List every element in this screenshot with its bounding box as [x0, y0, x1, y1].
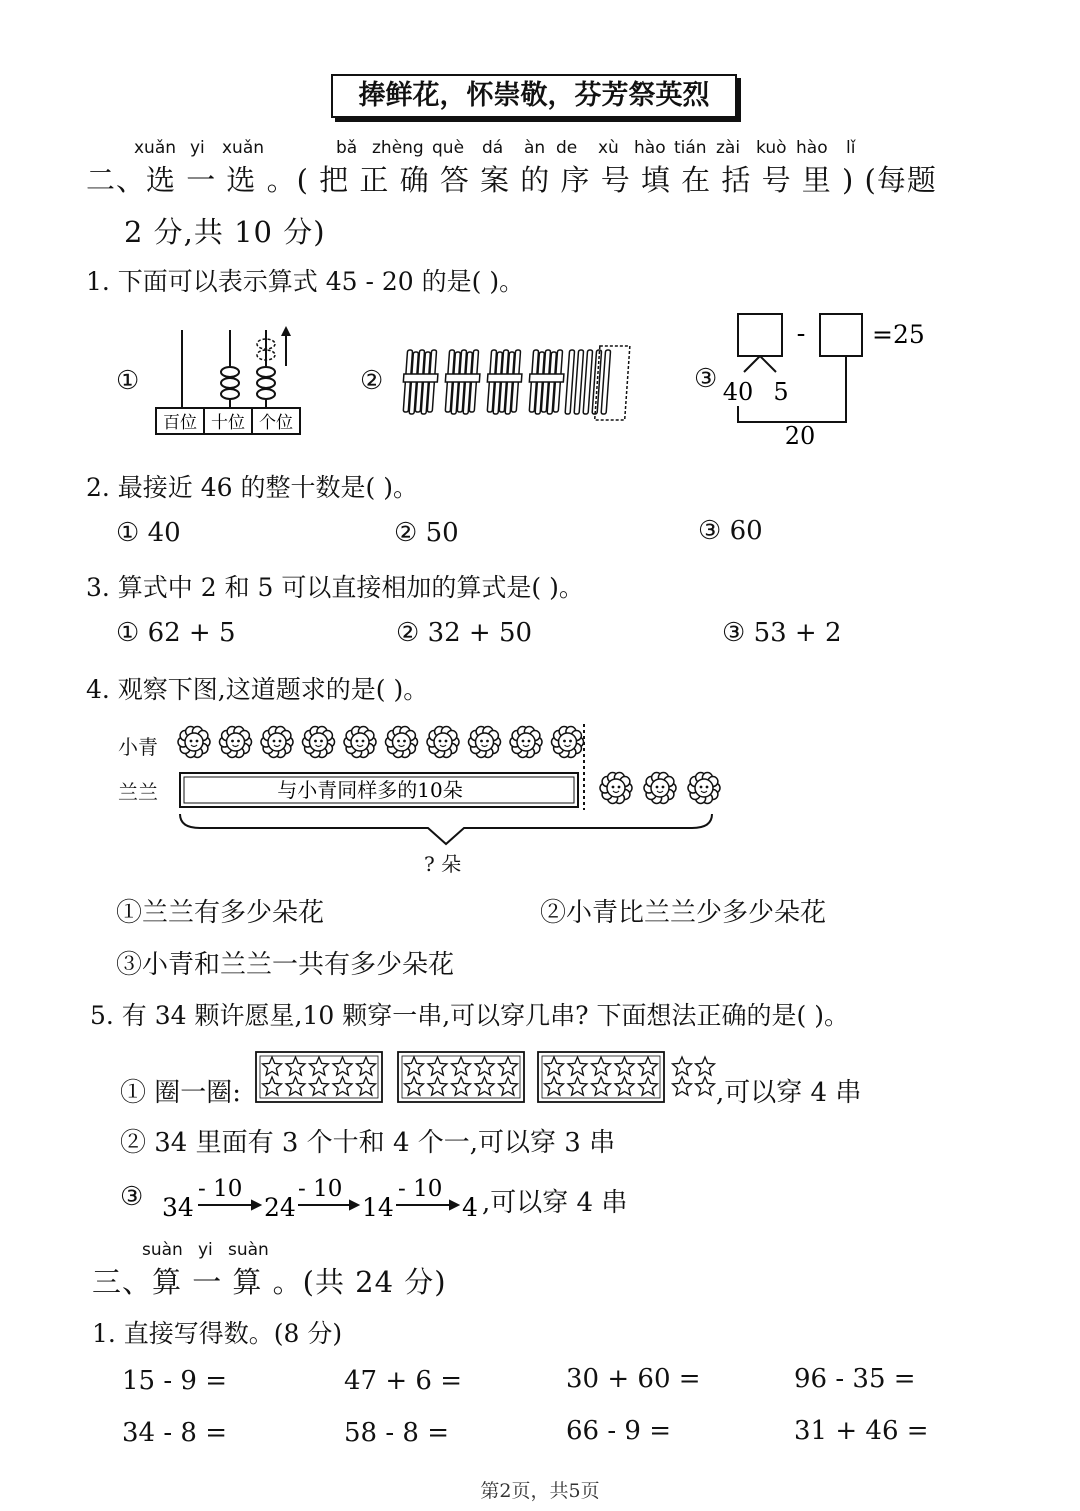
star: [568, 1057, 587, 1075]
pinyin-syllable: kuò: [756, 138, 787, 158]
flower: [644, 773, 676, 804]
star: [263, 1057, 282, 1075]
flower: [600, 773, 632, 804]
star: [615, 1077, 634, 1095]
flower: [688, 773, 720, 804]
pinyin-syllable: hào: [796, 138, 828, 158]
stick-bundle: [529, 350, 564, 414]
abacus-figure: [150, 326, 310, 438]
single-stick: [583, 350, 592, 414]
q3-option-3: ③ 53 + 2: [722, 618, 842, 648]
q4-flower-diagram: [170, 724, 730, 864]
pinyin-syllable: bǎ: [336, 138, 358, 158]
calc-item: 47 + 6 =: [344, 1366, 462, 1396]
abacus-label-tens: 十位: [211, 413, 245, 433]
star: [545, 1077, 564, 1095]
pinyin-syllable: xù: [598, 138, 619, 158]
flower: [178, 727, 210, 758]
pinyin-syllable: xuǎn: [222, 138, 265, 158]
q5-option-2: ② 34 里面有 3 个十和 4 个一,可以穿 3 串: [120, 1128, 616, 1158]
calc-item: 58 - 8 =: [344, 1418, 449, 1448]
sticks-bundle-figure: [404, 344, 644, 420]
star: [499, 1077, 518, 1095]
flower: [344, 727, 376, 758]
q2-text: 2. 最接近 46 的整十数是( )。: [86, 473, 418, 502]
star: [673, 1057, 692, 1075]
q5-subtraction-chain: [160, 1172, 500, 1228]
star: [428, 1057, 447, 1075]
q5-star-groups: [254, 1050, 724, 1106]
calc-item: 96 - 35 =: [794, 1364, 916, 1394]
flower: [220, 727, 252, 758]
flower: [427, 727, 459, 758]
q2-option-1: ① 40: [116, 518, 181, 548]
q3-option-2: ② 32 + 50: [396, 618, 533, 648]
star: [333, 1077, 352, 1095]
stick-bundle: [487, 350, 522, 414]
flower: [386, 727, 418, 758]
q2-option-3: ③ 60: [698, 516, 763, 546]
star: [568, 1077, 587, 1095]
stick-bundle: [445, 350, 480, 414]
section2-title: 二、选 一 选 。( 把 正 确 答 案 的 序 号 填 在 括 号 里 ) (每题: [86, 163, 937, 197]
chain-arrow-label-3: - 10: [398, 1176, 443, 1202]
pinyin-syllable: tián: [674, 138, 707, 158]
pinyin-syllable: àn: [524, 138, 546, 158]
abacus-label-ones: 个位: [259, 413, 293, 433]
star: [592, 1057, 611, 1075]
q2-option-2: ② 50: [394, 518, 459, 548]
star: [696, 1057, 715, 1075]
diagram-bottom: 20: [784, 422, 816, 450]
q3-text: 3. 算式中 2 和 5 可以直接相加的算式是( )。: [86, 573, 584, 602]
calc-item: 66 - 9 =: [566, 1416, 671, 1446]
single-stick: [601, 350, 610, 414]
flower: [261, 727, 293, 758]
pinyin-syllable: yi: [198, 1240, 213, 1260]
star: [428, 1077, 447, 1095]
calc-item: 15 - 9 =: [122, 1366, 227, 1396]
diagram-result: =25: [872, 320, 925, 349]
star: [263, 1077, 282, 1095]
q4-option-3: ③小青和兰兰一共有多少朵花: [116, 950, 455, 980]
banner-title: 捧鲜花，怀崇敬，芬芳祭英烈: [331, 74, 737, 118]
star: [673, 1077, 692, 1095]
calc-heading: 1. 直接写得数。(8 分): [92, 1319, 343, 1348]
chain-arrow-label-2: - 10: [298, 1176, 343, 1202]
q1-opt2-num: ②: [360, 366, 384, 396]
pinyin-syllable: yi: [190, 138, 205, 158]
star: [452, 1057, 471, 1075]
q5-opt1-prefix: ① 圈一圈:: [120, 1078, 242, 1108]
chain-value-3: 14: [362, 1193, 394, 1222]
diagram-minus: -: [796, 319, 806, 349]
single-stick: [574, 350, 583, 414]
single-stick: [565, 350, 574, 414]
star: [405, 1077, 424, 1095]
pinyin-syllable: suàn: [228, 1240, 269, 1260]
pinyin-syllable: què: [432, 138, 465, 158]
star: [696, 1077, 715, 1095]
star: [333, 1057, 352, 1075]
star: [452, 1077, 471, 1095]
star: [592, 1077, 611, 1095]
star: [310, 1057, 329, 1075]
section3-title: 三、算 一 算 。(共 24 分): [92, 1265, 447, 1299]
diagram-split-right: 5: [773, 378, 789, 406]
pinyin-syllable: zài: [716, 138, 741, 158]
q1-text: 1. 下面可以表示算式 45 - 20 的是( )。: [86, 267, 525, 296]
calc-item: 34 - 8 =: [122, 1418, 227, 1448]
chain-value-4: 4: [462, 1193, 478, 1222]
q4-box-text: 与小青同样多的10朵: [277, 778, 463, 802]
q4-row2-label: 兰兰: [118, 780, 158, 804]
chain-value-2: 24: [264, 1193, 296, 1222]
pinyin-syllable: de: [556, 138, 578, 158]
star: [615, 1057, 634, 1075]
pinyin-syllable: lǐ: [846, 138, 856, 158]
flower: [303, 727, 335, 758]
chain-value-1: 34: [162, 1193, 194, 1222]
star: [639, 1077, 658, 1095]
section2-title-cont: 2 分,共 10 分): [124, 215, 326, 249]
flower: [510, 727, 542, 758]
calc-item: 31 + 46 =: [794, 1416, 929, 1446]
q5-opt3-suffix: ,可以穿 4 串: [482, 1188, 628, 1218]
abacus-label-hundreds: 百位: [163, 413, 197, 433]
star: [545, 1057, 564, 1075]
pinyin-syllable: xuǎn: [134, 138, 177, 158]
page-footer: 第2页，共5页: [480, 1480, 600, 1502]
pinyin-syllable: suàn: [142, 1240, 183, 1260]
star: [499, 1057, 518, 1075]
star: [357, 1057, 376, 1075]
chain-arrow-label-1: - 10: [198, 1176, 243, 1202]
star: [475, 1057, 494, 1075]
pinyin-syllable: hào: [634, 138, 666, 158]
q4-text: 4. 观察下图,这道题求的是( )。: [86, 675, 429, 704]
q5-opt1-suffix: ,可以穿 4 串: [716, 1078, 862, 1108]
star: [286, 1057, 305, 1075]
flower: [552, 727, 584, 758]
q4-row1-label: 小青: [118, 735, 158, 759]
star: [475, 1077, 494, 1095]
q4-question-mark: ? 朵: [424, 852, 462, 876]
star: [357, 1077, 376, 1095]
pinyin-syllable: dá: [482, 138, 504, 158]
q4-option-1: ①兰兰有多少朵花: [116, 898, 325, 928]
star: [286, 1077, 305, 1095]
q1-opt1-num: ①: [116, 366, 140, 396]
flower: [469, 727, 501, 758]
q3-option-1: ① 62 + 5: [116, 618, 236, 648]
q1-opt3-num: ③: [694, 364, 718, 394]
q5-opt3-num: ③: [120, 1182, 144, 1212]
pinyin-syllable: zhèng: [372, 138, 424, 158]
diagram-split-left: 40: [722, 378, 754, 406]
split-diagram: [708, 310, 938, 460]
star: [310, 1077, 329, 1095]
calc-item: 30 + 60 =: [566, 1364, 701, 1394]
stick-bundle: [403, 350, 438, 414]
q4-option-2: ②小青比兰兰少多少朵花: [540, 898, 827, 928]
star: [639, 1057, 658, 1075]
q5-text: 5. 有 34 颗许愿星,10 颗穿一串,可以穿几串? 下面想法正确的是( )。: [90, 1001, 849, 1030]
star: [405, 1057, 424, 1075]
